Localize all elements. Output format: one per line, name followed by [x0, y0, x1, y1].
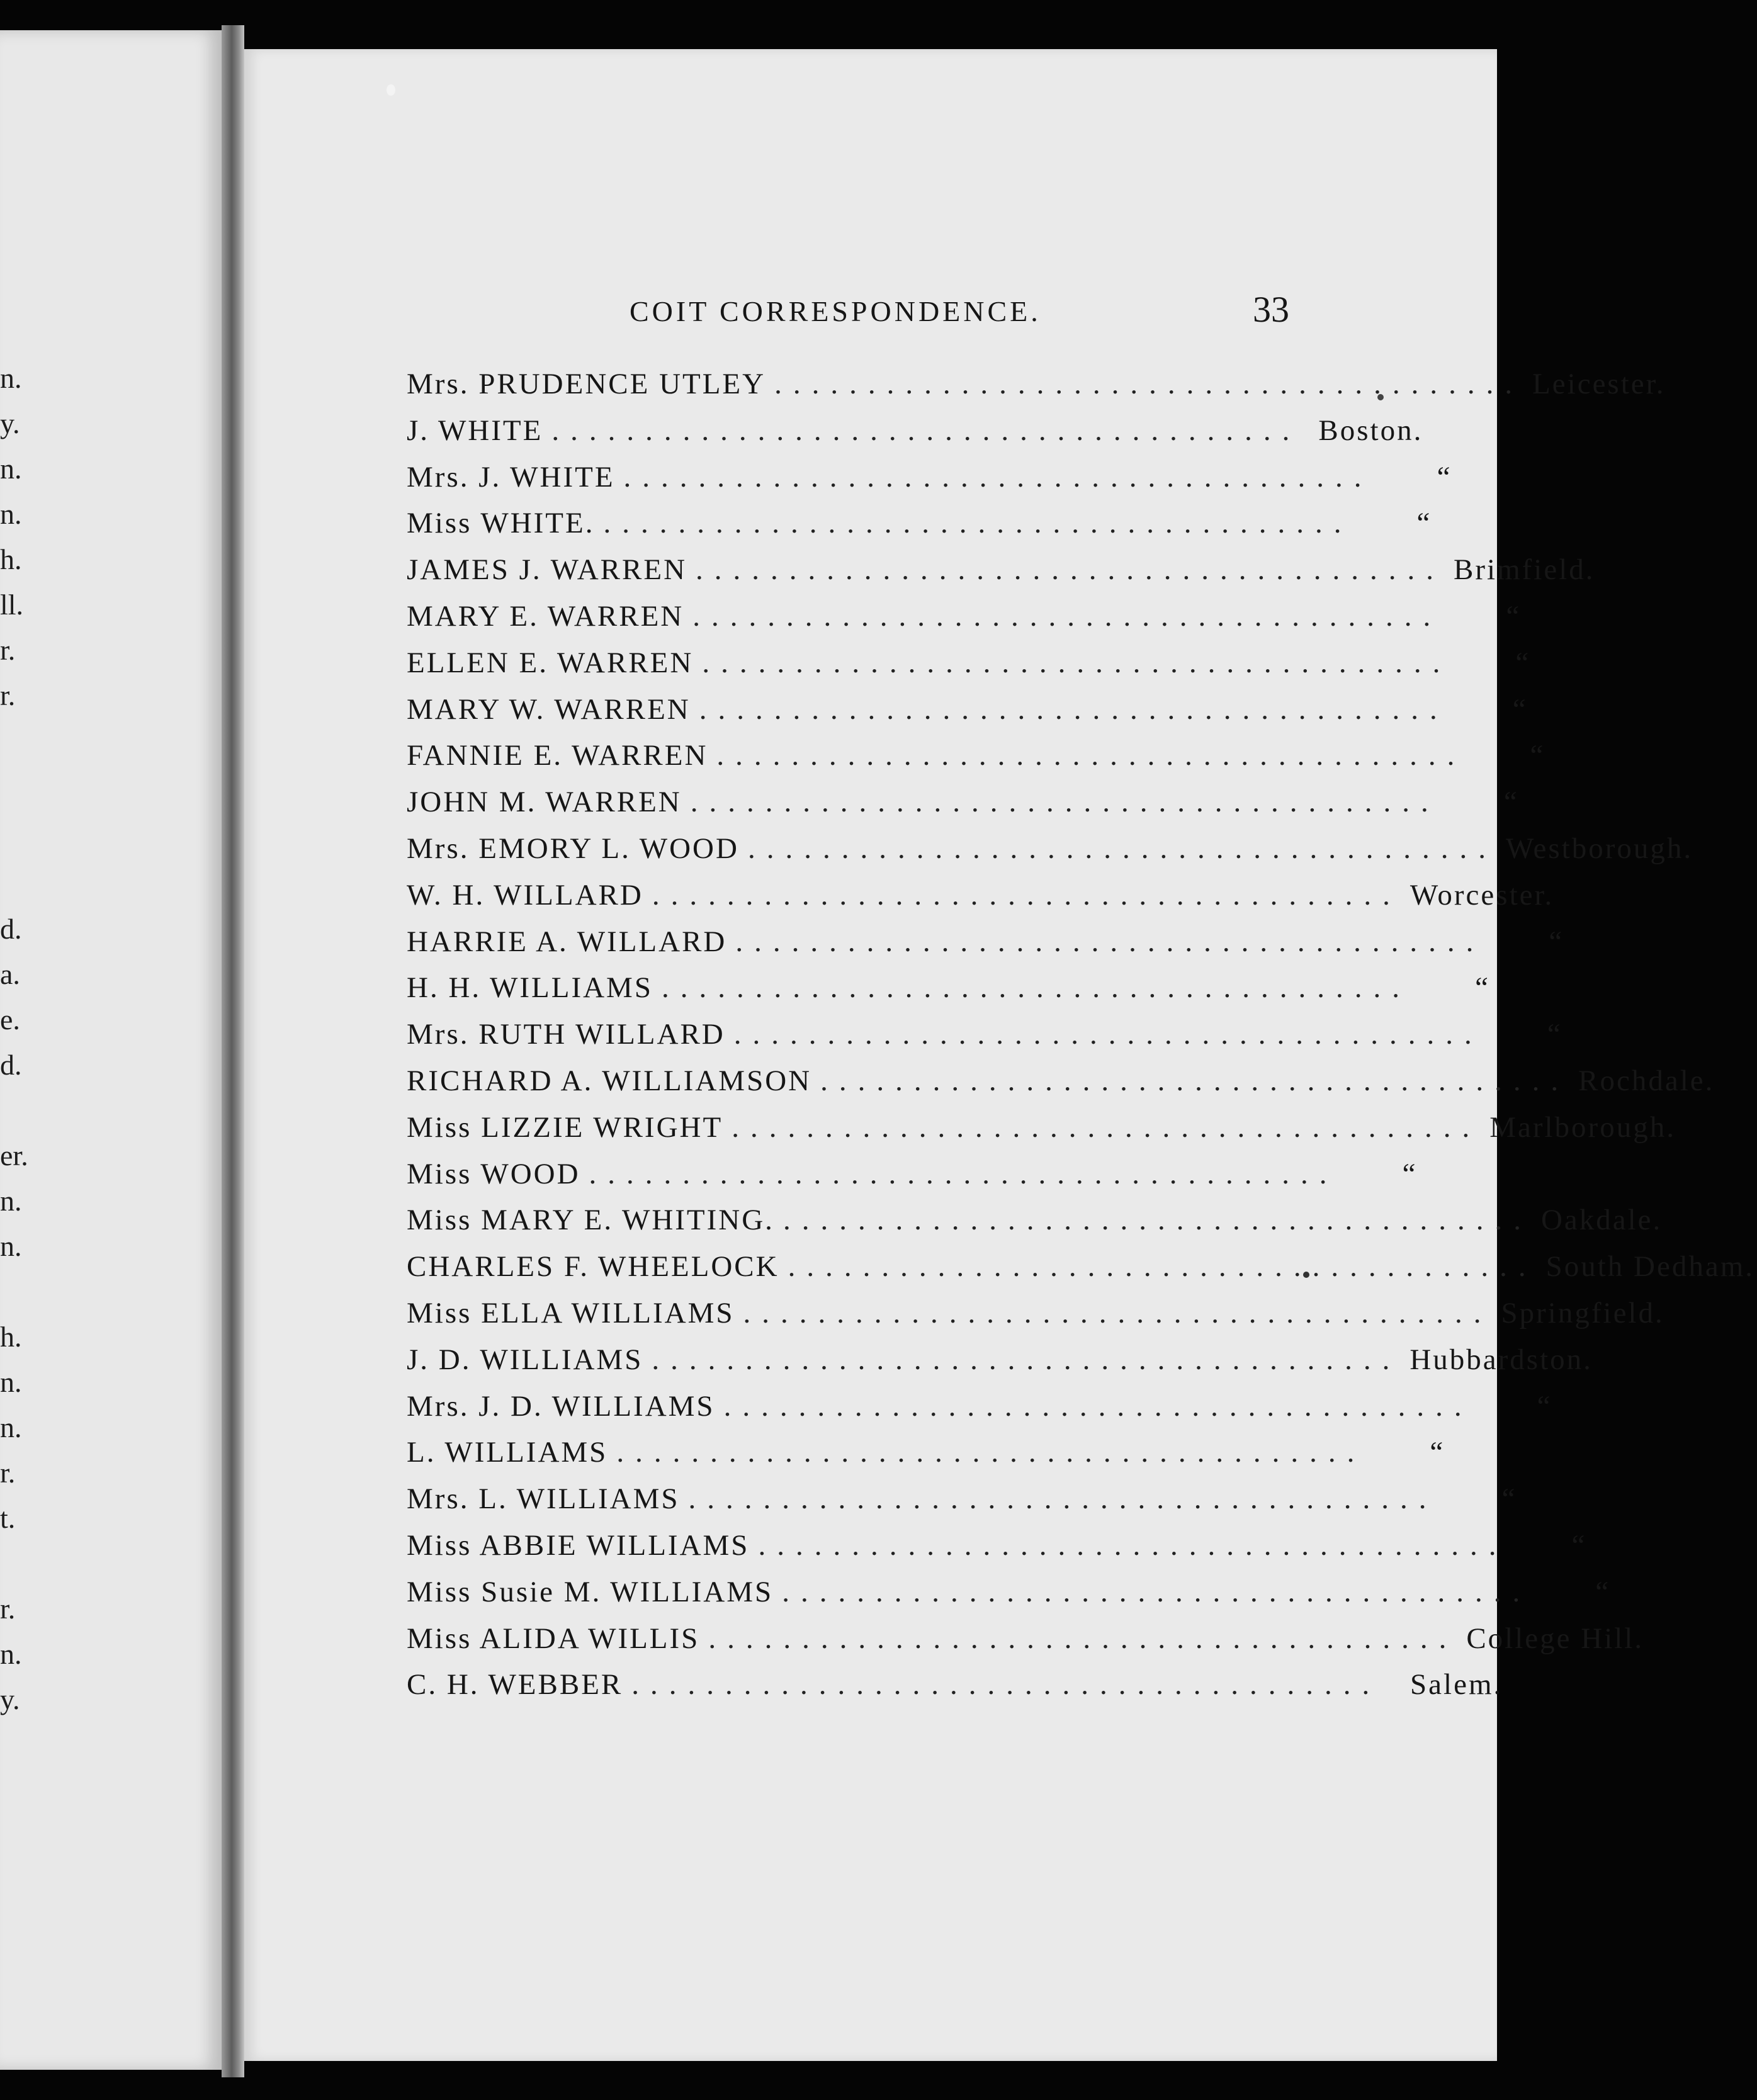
correspondent-name: Mrs. L. WILLIAMS — [407, 1482, 680, 1516]
left-page-line-fragment: er. — [0, 1139, 28, 1171]
correspondent-name: Miss WHITE. — [407, 507, 595, 540]
dot-leader: ........................................ — [652, 878, 1401, 912]
ditto-mark: “ — [1501, 1482, 1517, 1516]
list-item — [407, 1064, 1715, 1110]
left-page-line-fragment: r. — [0, 634, 16, 666]
dot-leader: ........................................ — [699, 692, 1449, 726]
left-page-line-fragment: h. — [0, 543, 22, 575]
correspondent-name: Mrs. PRUDENCE UTLEY — [407, 368, 766, 400]
list-item — [407, 925, 1564, 971]
list-item — [407, 553, 1595, 599]
list-item — [407, 1528, 1587, 1575]
right-page — [244, 49, 1755, 2061]
correspondent-name: J. WHITE — [407, 414, 543, 447]
correspondent-name: RICHARD A. WILLIAMSON — [407, 1064, 812, 1097]
dot-leader: ........................................ — [688, 1482, 1438, 1516]
correspondent-name: L. WILLIAMS — [407, 1436, 608, 1469]
left-page-line-fragment: n. — [0, 453, 22, 485]
ditto-mark: “ — [1437, 460, 1452, 494]
list-item — [407, 1668, 1503, 1714]
dot-leader: ........................................ — [758, 1528, 1508, 1562]
correspondent-name: Miss WOOD — [407, 1157, 580, 1190]
ditto-mark: “ — [1512, 692, 1528, 726]
ditto-mark: “ — [1547, 1018, 1562, 1051]
correspondent-name: Miss LIZZIE WRIGHT — [407, 1110, 723, 1144]
list-item — [407, 1435, 1445, 1482]
ditto-mark: “ — [1595, 1575, 1611, 1608]
left-page-line-fragment: d. — [0, 1049, 22, 1081]
correspondent-name: Miss Susie M. WILLIAMS — [407, 1575, 774, 1608]
left-page-line-fragment: a. — [0, 958, 20, 990]
correspondent-name: Miss ELLA WILLIAMS — [407, 1296, 735, 1329]
dot-leader: ........................................ — [774, 368, 1524, 400]
correspondent-name: Mrs. EMORY L. WOOD — [407, 832, 739, 865]
correspondent-place: Worcester. — [1410, 878, 1554, 912]
left-page-line-fragment: r. — [0, 679, 16, 711]
list-item — [407, 1296, 1664, 1343]
dot-leader: ........................................ — [716, 739, 1466, 772]
dot-leader: ........................................ — [702, 646, 1452, 679]
correspondent-place: South Dedham. — [1545, 1250, 1755, 1284]
correspondent-place: Hubbardston. — [1410, 1343, 1593, 1376]
left-page-line-fragment: r. — [0, 1593, 16, 1625]
dot-leader: ........................................ — [652, 1343, 1401, 1376]
list-item — [407, 460, 1452, 507]
paper-speck — [387, 84, 395, 96]
dot-leader: ........................................ — [820, 1064, 1570, 1097]
correspondent-name: Miss ABBIE WILLIAMS — [407, 1528, 750, 1562]
list-item — [407, 599, 1522, 646]
correspondent-name: FANNIE E. WARREN — [407, 739, 708, 772]
running-head — [244, 288, 1497, 332]
dot-leader: ........................................ — [551, 414, 1301, 447]
list-item — [407, 832, 1693, 878]
correspondent-place: Rochdale. — [1578, 1064, 1715, 1097]
correspondent-name: Mrs. J. WHITE — [407, 460, 615, 494]
left-page-line-fragment: n. — [0, 1638, 22, 1670]
correspondent-place: Leicester. — [1532, 368, 1666, 400]
correspondent-place: Marlborough. — [1489, 1110, 1676, 1144]
ditto-mark: “ — [1416, 507, 1432, 540]
list-item — [407, 1017, 1562, 1064]
list-item — [407, 738, 1545, 785]
correspondent-place: Springfield. — [1501, 1296, 1664, 1329]
left-page-line-fragment: ll. — [0, 589, 24, 621]
correspondent-name: CHARLES F. WHEELOCK — [407, 1250, 779, 1284]
correspondent-name: H. H. WILLIAMS — [407, 971, 653, 1005]
dot-leader: ........................................ — [723, 1389, 1473, 1423]
left-page-line-fragment: r. — [0, 1457, 16, 1489]
ditto-mark: “ — [1549, 925, 1564, 958]
dot-leader: ........................................ — [747, 832, 1497, 865]
correspondent-name: MARY E. WARREN — [407, 599, 684, 633]
dot-leader: ........................................ — [631, 1668, 1381, 1702]
correspondent-place: Boston. — [1318, 414, 1423, 447]
list-item — [407, 692, 1528, 739]
dot-leader: ........................................ — [782, 1204, 1532, 1237]
left-page-line-fragment: e. — [0, 1003, 20, 1036]
page-number: 33 — [1253, 289, 1289, 330]
dot-leader: ........................................ — [788, 1250, 1537, 1284]
left-page-line-fragment: n. — [0, 1366, 22, 1398]
left-facing-page — [0, 30, 222, 2070]
dot-leader: ........................................ — [692, 599, 1442, 633]
list-item — [407, 1250, 1755, 1296]
left-page-line-fragment: n. — [0, 1230, 22, 1262]
dot-leader: ........................................ — [735, 925, 1485, 958]
dot-leader: ........................................ — [662, 971, 1411, 1005]
list-item — [407, 1622, 1644, 1668]
dot-leader: ........................................ — [708, 1622, 1458, 1655]
correspondent-name: JAMES J. WARREN — [407, 553, 687, 587]
correspondent-place: Salem. — [1410, 1668, 1503, 1702]
list-item — [407, 785, 1519, 832]
list-item — [407, 1343, 1593, 1389]
left-page-line-fragment: n. — [0, 498, 22, 530]
dot-leader: ........................................ — [696, 553, 1445, 587]
ditto-mark: “ — [1430, 1436, 1445, 1469]
ditto-mark: “ — [1475, 971, 1490, 1005]
correspondent-name: Miss ALIDA WILLIS — [407, 1622, 700, 1655]
running-title: COIT CORRESPONDENCE. — [630, 295, 1041, 327]
list-item — [407, 646, 1531, 692]
ditto-mark: “ — [1506, 599, 1522, 633]
list-item — [407, 1157, 1418, 1204]
correspondent-name: Miss MARY E. WHITING. — [407, 1204, 774, 1237]
correspondent-name: Mrs. J. D. WILLIAMS — [407, 1389, 715, 1423]
dot-leader: ........................................ — [623, 460, 1373, 494]
list-item — [407, 878, 1554, 925]
list-item — [407, 971, 1490, 1017]
left-page-line-fragment: n. — [0, 1185, 22, 1217]
list-item — [407, 414, 1423, 460]
list-item — [407, 1389, 1552, 1436]
book-gutter — [222, 25, 244, 2077]
list-item — [407, 1575, 1611, 1622]
ditto-mark: “ — [1402, 1157, 1418, 1190]
ditto-mark: “ — [1515, 646, 1531, 679]
left-page-line-fragment: y. — [0, 1683, 20, 1715]
dot-leader: ........................................ — [616, 1436, 1366, 1469]
list-item — [407, 367, 1666, 414]
correspondent-list — [407, 367, 1755, 1714]
dot-leader: ........................................ — [690, 786, 1440, 819]
dot-leader: ........................................ — [782, 1575, 1532, 1608]
list-item — [407, 1482, 1517, 1528]
ditto-mark: “ — [1503, 786, 1519, 819]
correspondent-name: HARRIE A. WILLARD — [407, 925, 727, 958]
correspondent-place: College Hill. — [1466, 1622, 1644, 1655]
correspondent-place: Westborough. — [1505, 832, 1693, 865]
left-page-line-fragment: n. — [0, 362, 22, 394]
list-item — [407, 1203, 1663, 1250]
dot-leader: ........................................ — [743, 1296, 1493, 1329]
left-page-line-fragment: h. — [0, 1321, 22, 1353]
left-page-line-fragment: d. — [0, 913, 22, 945]
ditto-mark: “ — [1571, 1528, 1587, 1562]
correspondent-place: Oakdale. — [1540, 1204, 1663, 1237]
correspondent-name: Mrs. RUTH WILLARD — [407, 1018, 725, 1051]
dot-leader: ........................................ — [732, 1110, 1481, 1144]
left-page-line-fragment: t. — [0, 1502, 16, 1534]
ditto-mark: “ — [1537, 1389, 1552, 1423]
correspondent-place: Brimfield. — [1454, 553, 1595, 587]
correspondent-name: MARY W. WARREN — [407, 692, 691, 726]
list-item — [407, 1110, 1676, 1157]
dot-leader: ........................................ — [733, 1018, 1483, 1051]
correspondent-name: JOHN M. WARREN — [407, 786, 682, 819]
correspondent-name: J. D. WILLIAMS — [407, 1343, 643, 1376]
dot-leader: ........................................ — [589, 1157, 1338, 1190]
correspondent-name: ELLEN E. WARREN — [407, 646, 694, 679]
list-item — [407, 506, 1432, 553]
left-page-line-fragment: n. — [0, 1411, 22, 1443]
dot-leader: ........................................ — [603, 507, 1353, 540]
ditto-mark: “ — [1530, 739, 1545, 772]
correspondent-name: C. H. WEBBER — [407, 1668, 623, 1702]
correspondent-name: W. H. WILLARD — [407, 878, 643, 912]
left-page-line-fragment: y. — [0, 407, 20, 439]
